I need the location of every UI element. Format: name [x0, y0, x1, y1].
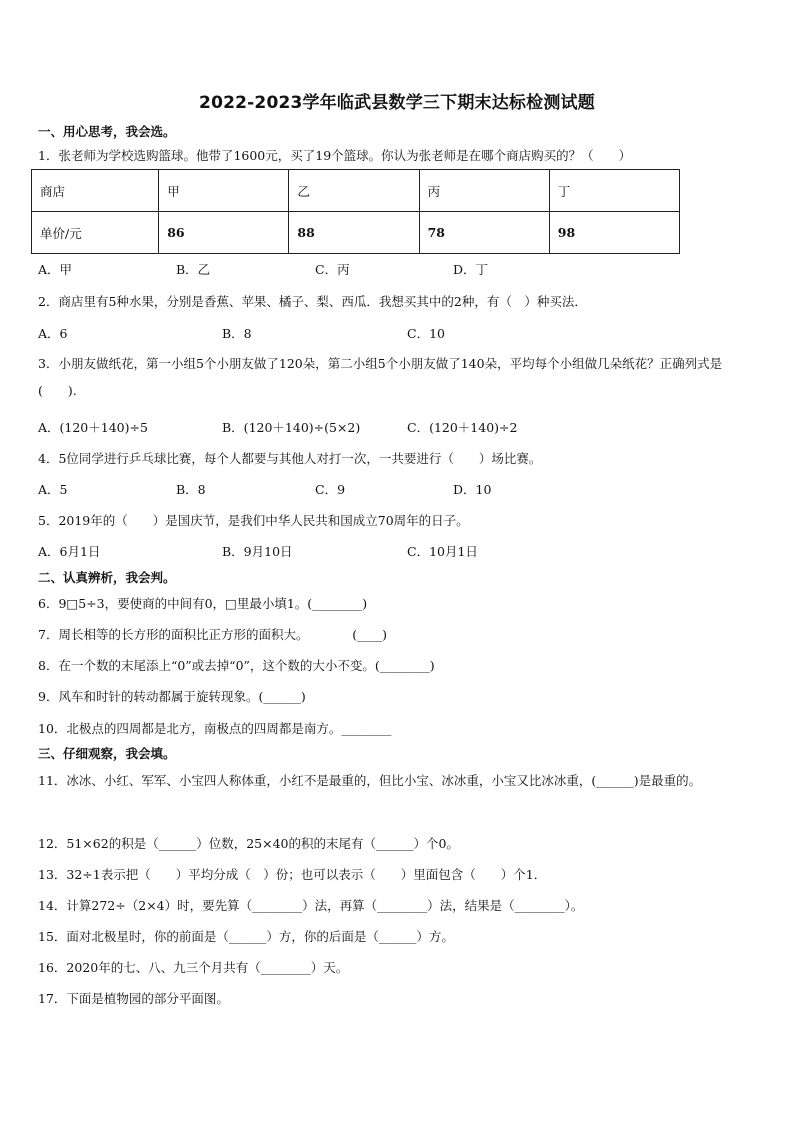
table-cell: 单价/元	[32, 212, 159, 254]
table-cell: 商店	[32, 170, 159, 212]
table-cell: 86	[159, 212, 289, 254]
option: B．(120＋140)÷(5×2)	[222, 420, 361, 435]
question-6: 6．9□5÷3，要使商的中间有0，□里最小填1。(________)	[38, 596, 368, 611]
option: A．5	[38, 482, 68, 497]
question-16: 16．2020年的七、八、九三个月共有（________）天。	[38, 960, 349, 975]
table-row	[32, 170, 680, 212]
question-7: 7．周长相等的长方形的面积比正方形的面积大。 (____)	[38, 627, 387, 642]
price-table	[31, 169, 680, 254]
table-cell: 丙	[419, 170, 549, 212]
option: D．丁	[453, 262, 489, 277]
option: A．6月1日	[38, 544, 101, 559]
section-heading-1: 一、用心思考，我会选。	[38, 124, 176, 139]
table-cell: 98	[549, 212, 679, 254]
question-15: 15．面对北极星时，你的前面是（______）方，你的后面是（______）方。	[38, 929, 454, 944]
option: A．6	[38, 326, 68, 341]
option: D．10	[453, 482, 492, 497]
question-9: 9．风车和时针的转动都属于旋转现象。(______)	[38, 689, 306, 704]
question-8: 8．在一个数的末尾添上“0”或去掉“0”，这个数的大小不变。(________)	[38, 658, 435, 673]
question-13: 13．32÷1表示把（ ）平均分成（ ）份；也可以表示（ ）里面包含（ ）个1．	[38, 867, 547, 882]
question-17: 17．下面是植物园的部分平面图。	[38, 991, 229, 1006]
question-3: 3．小朋友做纸花，第一小组5个小朋友做了120朵，第二小组5个小朋友做了140朵，平均每个小组做几朵纸花？正确列式是( ).	[38, 356, 723, 398]
table-row	[32, 212, 680, 254]
question-14: 14．计算272÷（2×4）时，要先算（________）法，再算（________）法，结果是（________）。	[38, 898, 584, 913]
option: C．10月1日	[407, 544, 478, 559]
option: C．10	[407, 326, 445, 341]
table-cell: 乙	[289, 170, 419, 212]
question-12: 12．51×62的积是（______）位数，25×40的积的末尾有（______）个0。	[38, 836, 459, 851]
table-cell: 88	[289, 212, 419, 254]
question-10: 10．北极点的四周都是北方，南极点的四周都是南方。________	[38, 721, 392, 736]
question-2: 2．商店里有5种水果，分别是香蕉、苹果、橘子、梨、西瓜．我想买其中的2种，有（ ）种买法．	[38, 294, 587, 309]
table-cell: 甲	[159, 170, 289, 212]
option: B．9月10日	[222, 544, 293, 559]
table-cell: 78	[419, 212, 549, 254]
page-title: 2022-2023学年临武县数学三下期末达标检测试题	[199, 93, 595, 113]
section-heading-3: 三、仔细观察，我会填。	[38, 746, 176, 761]
option: C．9	[315, 482, 346, 497]
question-4: 4．5位同学进行乒乓球比赛，每个人都要与其他人对打一次，一共要进行（ ）场比赛。	[38, 451, 542, 466]
option: A．甲	[38, 262, 73, 277]
question-5: 5．2019年的（ ）是国庆节，是我们中华人民共和国成立70周年的日子。	[38, 513, 469, 528]
question-1: 1．张老师为学校选购篮球。他带了1600元，买了19个篮球。你认为张老师是在哪个商店购买的？（ ）	[38, 148, 632, 163]
option: B．乙	[176, 262, 211, 277]
option: C．(120＋140)÷2	[407, 420, 518, 435]
question-11: 11．冰冰、小红、军军、小宝四人称体重，小红不是最重的，但比小宝、冰冰重，小宝又比冰冰重，(______)是最重的。	[38, 773, 702, 788]
option: A．(120＋140)÷5	[38, 420, 148, 435]
section-heading-2: 二、认真辨析，我会判。	[38, 570, 176, 585]
table-cell: 丁	[549, 170, 679, 212]
option: C．丙	[315, 262, 350, 277]
option: B．8	[222, 326, 252, 341]
option: B．8	[176, 482, 206, 497]
